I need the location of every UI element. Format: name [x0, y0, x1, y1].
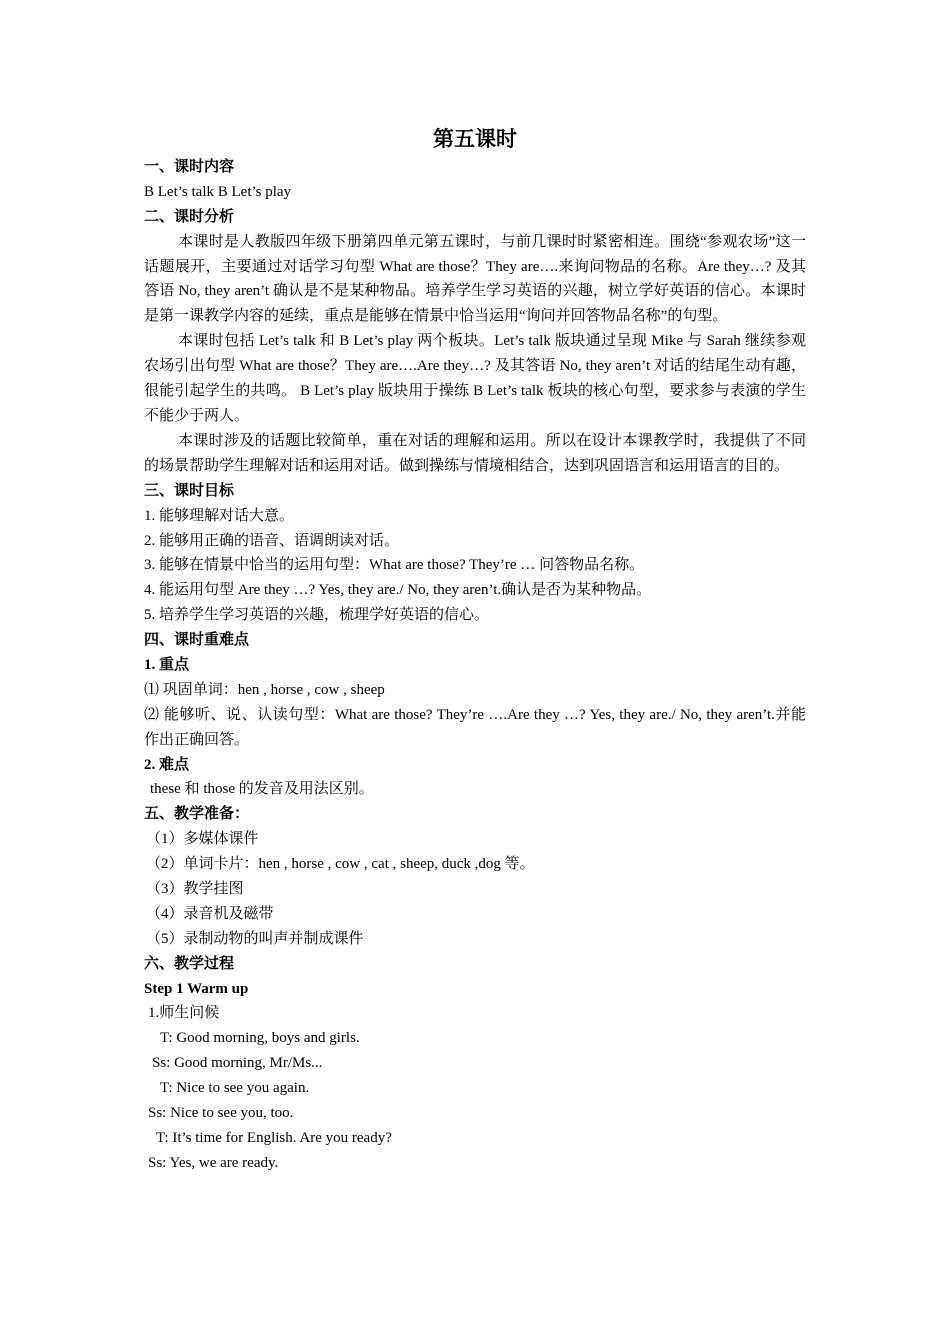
dialogue-line: T: Good morning, boys and girls.	[160, 1030, 360, 1047]
section-heading-preparation: 五、教学准备：	[144, 806, 250, 823]
analysis-paragraph: 本课时包括 Let’s talk 和 B Let’s play 两个板块。Let’s talk 版块通过呈现 Mike 与 Sarah 继续参观农场引出句型 What are those？They are….Are they…? 及其答语 No, they aren’t 对话的结尾生动有趣，很能引起学生的共鸣。 B Let’s play 版块用于操练 B Let’s talk 板块的核心句型，要求参与表演的学生不能少于两人。	[144, 333, 806, 425]
step-sub-heading: 1.师生问候	[148, 1005, 220, 1022]
difficult-point-text: these 和 those 的发音及用法区别。	[150, 781, 374, 798]
section-heading-analysis: 二、课时分析	[144, 208, 235, 225]
objective-item: 5. 培养学生学习英语的兴趣，梳理学好英语的信心。	[144, 607, 490, 624]
dialogue-line: Ss: Yes, we are ready.	[148, 1154, 279, 1171]
preparation-item: （4）录音机及磁带	[146, 905, 274, 922]
dialogue-line: T: It’s time for English. Are you ready?	[156, 1129, 392, 1146]
key-point-item: ⑵ 能够听、说、认读句型：What are those? They’re ….Are they …? Yes, they are./ No, they aren’t.并能作出正确回答。	[144, 706, 806, 748]
section-heading-objectives: 三、课时目标	[144, 482, 235, 499]
section-heading-content: 一、课时内容	[144, 159, 235, 175]
document-body	[144, 123, 806, 1176]
analysis-paragraph: 本课时涉及的话题比较简单，重在对话的理解和运用。所以在设计本课教学时，我提供了不同的场景帮助学生理解对话和运用对话。做到操练与情境相结合，达到巩固语言和运用语言的目的。	[144, 432, 806, 474]
objective-item: 3. 能够在情景中恰当的运用句型：What are those? They’re … 问答物品名称。	[144, 557, 645, 574]
dialogue-line: Ss: Good morning, Mr/Ms...	[152, 1055, 323, 1072]
objective-item: 2. 能够用正确的语音、语调朗读对话。	[144, 532, 400, 549]
dialogue-line: T: Nice to see you again.	[160, 1080, 310, 1097]
analysis-paragraph: 本课时是人教版四年级下册第四单元第五课时，与前几课时时紧密相连。围绕“参观农场”这一话题展开，主要通过对话学习句型 What are those？They are….来询问物品的名称。Are they…? 及其答语 No, they aren’t 确认是不是某种物品。培养学生学习英语的兴趣，树立学好英语的信心。本课时是第一课教学内容的延续，重点是能够在情景中恰当运用“询问并回答物品名称”的句型。	[144, 233, 806, 325]
key-point-heading: 1. 重点	[144, 656, 190, 673]
objective-item: 4. 能运用句型 Are they …? Yes, they are./ No, they aren’t.确认是否为某种物品。	[144, 582, 652, 599]
page-title: 第五课时	[433, 127, 517, 151]
preparation-item: （1）多媒体课件	[146, 831, 259, 848]
objective-item: 1. 能够理解对话大意。	[144, 507, 295, 524]
dialogue-line: Ss: Nice to see you, too.	[148, 1105, 294, 1122]
preparation-item: （5）录制动物的叫声并制成课件	[146, 930, 364, 947]
step-heading: Step 1 Warm up	[144, 980, 249, 997]
difficult-point-heading: 2. 难点	[144, 756, 190, 773]
preparation-item: （3）教学挂图	[146, 881, 244, 898]
preparation-item: （2）单词卡片：hen , horse , cow , cat , sheep, duck ,dog 等。	[146, 856, 535, 873]
section-text-content: B Let’s talk B Let’s play	[144, 183, 292, 200]
section-heading-key-points: 四、课时重难点	[144, 632, 250, 649]
key-point-item: ⑴ 巩固单词：hen , horse , cow , sheep	[144, 681, 385, 698]
section-heading-process: 六、教学过程	[144, 955, 235, 972]
